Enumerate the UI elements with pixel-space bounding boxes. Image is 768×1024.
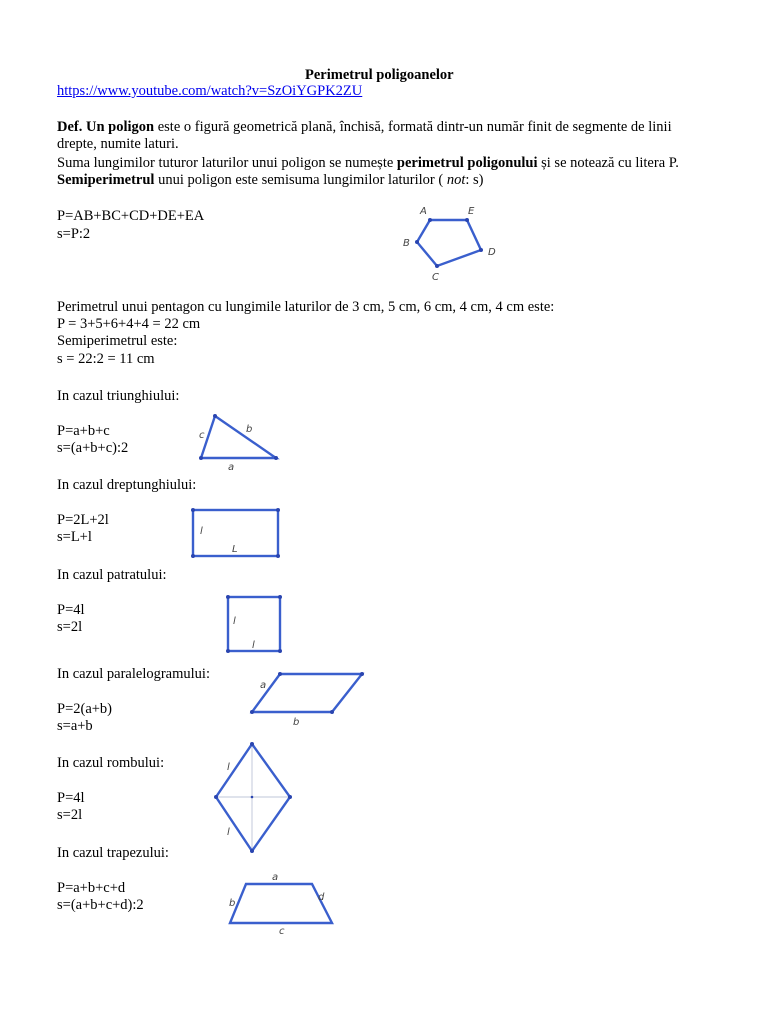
rectangle-label-l: l [200,526,203,537]
triangle-heading: In cazul triunghiului: [57,388,180,404]
trapezoid-label-b: b [229,898,236,909]
triangle-vertex-right [274,456,278,460]
parallelogram-semiperimeter: s=a+b [57,718,93,734]
definition-line-1 [57,119,672,136]
rhombus-vertex-top [250,742,254,746]
example-line-3: Semiperimetrul este: [57,333,178,349]
rectangle-semiperimeter: s=L+l [57,529,92,545]
square-label-bottom: l [252,640,255,651]
vertex-a [428,218,432,222]
vertex-b [415,240,419,244]
notation-word: not [446,172,466,188]
rectangle-corner-tr [276,508,280,512]
label-b: B [403,238,410,249]
rectangle-corner-tl [191,508,195,512]
trapezoid-heading: In cazul trapezului: [57,845,169,861]
definition-term: Def. Un poligon [57,119,155,135]
definition-text: este o figură geometrică plană, închisă, formată dintr-un număr finit de segmente de linii [154,119,672,135]
video-link[interactable]: https://www.youtube.com/watch?v=SzOiYGPK2ZU [57,83,363,99]
rhombus-vertex-left [214,795,218,799]
label-a: A [420,206,427,217]
triangle-figure [195,408,285,473]
pentagon-figure [395,198,505,283]
square-figure [223,592,285,656]
trapezoid-semiperimeter: s=(a+b+c+d):2 [57,897,144,913]
perimeter-definition [57,155,679,172]
rhombus-heading: In cazul rombului: [57,755,165,771]
parallelogram-shape [252,674,362,712]
triangle-vertex-top [213,414,217,418]
triangle-label-b: b [246,424,253,435]
semiperimeter-text: unui poligon este semisuma lungimilor laturilor ( [154,172,447,188]
pentagon-shape [417,220,481,266]
parallelogram-vertex-tr [360,672,364,676]
example-line-1: Perimetrul unui pentagon cu lungimile laturilor de 3 cm, 5 cm, 6 cm, 4 cm, 4 cm este: [57,299,555,315]
rhombus-figure [210,738,300,858]
rectangle-corner-br [276,554,280,558]
rhombus-semiperimeter: s=2l [57,807,83,823]
vertex-d [479,248,483,252]
parallelogram-heading: In cazul paralelogramului: [57,666,210,682]
triangle-perimeter: P=a+b+c [57,423,110,439]
perimeter-term: perimetrul poligonului [396,155,538,171]
example-line-2: P = 3+5+6+4+4 = 22 cm [57,316,201,332]
rectangle-label-L: L [232,544,238,555]
square-perimeter: P=4l [57,602,85,618]
parallelogram-vertex-tl [278,672,282,676]
square-label-side: l [233,616,236,627]
rhombus-label-top: l [227,762,230,773]
trapezoid-shape [230,884,332,923]
square-corner-bl [226,649,230,653]
page-title: Perimetrul poligoanelor [305,67,454,83]
square-corner-tl [226,595,230,599]
rectangle-perimeter: P=2L+2l [57,512,109,528]
semiperimeter-tail: : s) [465,172,484,188]
rhombus-label-bottom: l [227,827,230,838]
rectangle-heading: In cazul dreptunghiului: [57,477,197,493]
semiperimeter-definition [57,172,484,189]
pentagon-perimeter-formula: P=AB+BC+CD+DE+EA [57,208,205,224]
vertex-c [435,264,439,268]
triangle-label-c: c [199,430,205,441]
rhombus-center [251,796,254,799]
rectangle-corner-bl [191,554,195,558]
rectangle-figure [188,505,284,561]
square-corner-tr [278,595,282,599]
label-d: D [488,247,496,258]
perimeter-definition-text: Suma lungimilor tuturor laturilor unui poligon se numește [57,155,397,171]
pentagon-semiperimeter-formula: s=P:2 [57,226,91,242]
triangle-label-a: a [228,462,235,473]
parallelogram-figure [248,668,368,728]
square-heading: In cazul patratului: [57,567,167,583]
square-semiperimeter: s=2l [57,619,83,635]
triangle-shape [201,416,276,458]
label-c: C [432,272,439,283]
parallelogram-label-b: b [293,717,300,728]
vertex-e [465,218,469,222]
parallelogram-vertex-br [330,710,334,714]
trapezoid-label-d: d [318,892,325,903]
trapezoid-figure [222,870,337,935]
triangle-vertex-left [199,456,203,460]
trapezoid-label-a: a [272,872,279,883]
definition-line-2: drepte, numite laturi. [57,136,179,152]
square-corner-br [278,649,282,653]
rhombus-vertex-bottom [250,849,254,853]
parallelogram-vertex-bl [250,710,254,714]
semiperimeter-term: Semiperimetrul [57,172,155,188]
parallelogram-perimeter: P=2(a+b) [57,701,113,717]
trapezoid-perimeter: P=a+b+c+d [57,880,126,896]
triangle-semiperimeter: s=(a+b+c):2 [57,440,129,456]
rhombus-vertex-right [288,795,292,799]
example-line-4: s = 22:2 = 11 cm [57,351,155,367]
parallelogram-label-a: a [260,680,267,691]
trapezoid-label-c: c [279,926,285,937]
perimeter-definition-tail: și se notează cu litera P. [537,155,679,171]
rhombus-perimeter: P=4l [57,790,85,806]
label-e: E [468,206,475,217]
